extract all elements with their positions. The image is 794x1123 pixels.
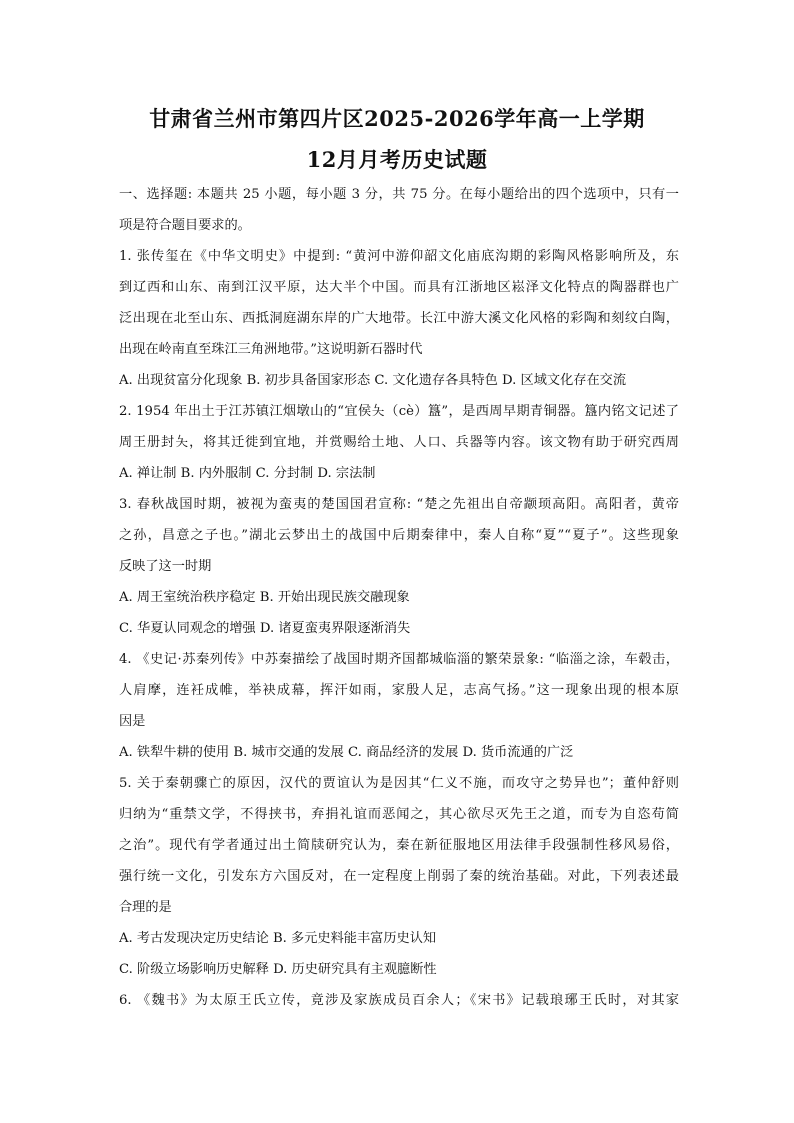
exam-title-line-1: 甘肃省兰州市第四片区2025-2026学年高一上学期 xyxy=(149,106,645,131)
exam-title-line-2: 12月月考历史试题 xyxy=(306,147,488,172)
question-2-options: A. 禅让制 B. 内外服制 C. 分封制 D. 宗法制 xyxy=(119,466,376,481)
question-6-text: 6. 《魏书》为太原王氏立传，竟涉及家族成员百余人；《宋书》记载琅琊王氏时，对其家 xyxy=(119,993,679,1008)
question-5-text: 强行统一文化，引发东方六国反对，在一定程度上削弱了秦的统治基础。对此，下列表述最 xyxy=(119,869,679,884)
question-1-options: A. 出现贫富分化现象 B. 初步具备国家形态 C. 文化遗存各具特色 D. 区域文化存在交流 xyxy=(119,373,627,388)
question-5-text: 归纳为“重禁文学，不得挟书，弃捐礼谊而恶闻之，其心欲尽灭先王之道，而专为自恣苟简 xyxy=(119,807,679,822)
question-3-options-cd: C. 华夏认同观念的增强 D. 诸夏蛮夷界限逐渐消失 xyxy=(119,621,411,636)
question-4-text: 4. 《史记·苏秦列传》中苏秦描绘了战国时期齐国都城临淄的繁荣景象: “临淄之涂，车毂击， xyxy=(119,652,679,667)
section-instruction-cont: 项是符合题目要求的。 xyxy=(119,218,251,233)
question-1-text: 出现在岭南直至珠江三角洲地带。”这说明新石器时代 xyxy=(119,342,423,357)
question-5-options-cd: C. 阶级立场影响历史解释 D. 历史研究具有主观臆断性 xyxy=(119,962,437,977)
question-5-text: 合理的是 xyxy=(119,900,172,915)
question-3-text: 反映了这一时期 xyxy=(119,559,212,574)
question-5-text: 5. 关于秦朝骤亡的原因，汉代的贾谊认为是因其“仁义不施，而攻守之势异也”；董仲舒则 xyxy=(119,776,679,791)
section-instruction: 一、选择题: 本题共 25 小题，每小题 3 分，共 75 分。在每小题给出的四个选项中，只有一 xyxy=(119,187,679,202)
question-2-text: 周王册封夨，将其迁徙到宜地，并赏赐给土地、人口、兵器等内容。该文物有助于研究西周 xyxy=(119,435,679,450)
question-1-text: 泛出现在北至山东、西抵洞庭湖东岸的广大地带。长江中游大溪文化风格的彩陶和刻纹白陶， xyxy=(119,311,679,326)
question-3-text: 之孙，昌意之子也。”湖北云梦出土的战国中后期秦律中，秦人自称“夏”“夏子”。这些现象 xyxy=(119,528,679,543)
question-4-options: A. 铁犁牛耕的使用 B. 城市交通的发展 C. 商品经济的发展 D. 货币流通的广泛 xyxy=(119,745,574,760)
question-1-text: 到辽西和山东、南到江汉平原，达大半个中国。而具有江浙地区崧泽文化特点的陶器群也广 xyxy=(119,280,679,295)
question-3-options-ab: A. 周王室统治秩序稳定 B. 开始出现民族交融现象 xyxy=(119,590,410,605)
question-5-text: 之治”。现代有学者通过出土简牍研究认为，秦在新征服地区用法律手段强制性移风易俗， xyxy=(119,838,679,853)
question-3-text: 3. 春秋战国时期，被视为蛮夷的楚国国君宣称: “楚之先祖出自帝颛顼高阳。高阳者，黄帝 xyxy=(119,497,679,512)
question-5-options-ab: A. 考古发现决定历史结论 B. 多元史料能丰富历史认知 xyxy=(119,931,437,946)
question-4-text: 人肩摩，连衽成帷，举袂成幕，挥汗如雨，家殷人足，志高气扬。”这一现象出现的根本原 xyxy=(119,683,679,698)
question-4-text: 因是 xyxy=(119,714,146,729)
question-1-text: 1. 张传玺在《中华文明史》中提到: “黄河中游仰韶文化庙底沟期的彩陶风格影响所及，东 xyxy=(119,249,679,264)
question-2-text: 2. 1954 年出土于江苏镇江烟墩山的“宜侯夨（cè）簋”，是西周早期青铜器。簋内铭文记述了 xyxy=(119,404,679,419)
